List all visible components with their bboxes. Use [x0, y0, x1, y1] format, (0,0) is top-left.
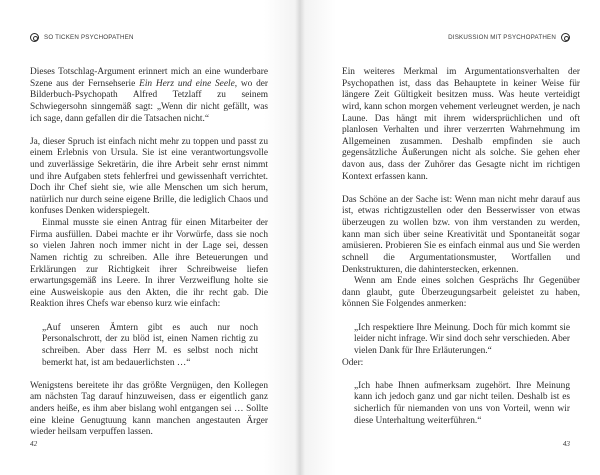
right-paragraph-3: Wenn am Ende eines solchen Gesprächs Ihr Gegenüber dann glaubt, gute Überzeugungsarbeit geleistet zu haben, können Sie Folgendes anmerken:: [342, 276, 580, 310]
right-page-body: [342, 67, 580, 427]
left-quote: „Auf unseren Ämtern gibt es auch nur noch Personalschrott, der zu blöd ist, einen Namen richtig zu schreiben. Aber dass Herr M. es selbst noch nicht bemerkt hat, ist am bedauerlichsten …“: [42, 322, 258, 368]
publisher-logo-icon: [561, 33, 570, 42]
left-running-head: [30, 33, 134, 42]
book-gutter: [295, 0, 305, 475]
left-paragraph-3: Einmal musste sie einen Antrag für einen Mitarbeiter der Firma ausfüllen. Dabei machte er ihr Vorwürfe, dass sie noch so vielen Jahren noch immer nicht in der Lage sei, dessen Namen richtig zu schreiben. Alle ihre Beteuerungen und Erklärungen zur Richtigkeit ihrer Schreibweise liefen erwartungsgemäß ins Leere. In ihrer Verzweiflung holte sie eine Ausweiskopie aus den Akten, die ihr recht gab. Die Reaktion ihres Chefs war ebenso kurz wie einfach:: [30, 218, 268, 310]
right-running-head: [448, 33, 570, 42]
left-paragraph-1-start: Dieses Totschlag-Argument erinnert mich an eine wunderbare Szene aus der Fernsehserie: [30, 67, 268, 89]
right-quote-2: „Ich habe Ihnen aufmerksam zugehört. Ihre Meinung kann ich jedoch ganz und gar nicht teilen. Deshalb ist es sicherlich für niemanden von uns von Vorteil, wenn wir diese Unterhaltung weiterführen.“: [354, 380, 570, 426]
left-page-number: 42: [30, 440, 38, 448]
left-running-head-text: SO TICKEN PSYCHOPATHEN: [44, 34, 134, 41]
right-paragraph-1: Ein weiteres Merkmal im Argumentationsverhalten der Psychopathen ist, dass das Behauptete in keiner Weise für längere Zeit Gültigkeit besitzen muss. Was heute verteidigt wird, kann schon morgen vehement verleugnet werden, je nach Laune. Das hängt mit ihrem widersprüchlichen und oft planlosen Verhalten und ihrer verzerrten Wahrnehmung im Allgemeinen zusammen. Deshalb empfinden sie auch gegensätzliche Äußerungen nicht als solche. Sie gehen eher davon aus, dass der Zuhörer das Gesagte nicht im richtigen Kontext erfassen kann.: [342, 67, 580, 182]
right-page-number: 43: [562, 440, 570, 448]
left-page-body: [30, 67, 268, 439]
left-paragraph-1: [30, 67, 268, 125]
left-paragraph-1-end: , wo der Bilderbuch-Psychopath Alfred Tetzlaff zu seinem Schwiegersohn sinngemäß sagt: „Wenn dir nicht gefällt, was ich sage, dann gefallen dir die Tatsachen nicht.“: [30, 78, 269, 124]
left-paragraph-2: Ja, dieser Spruch ist einfach nicht mehr zu toppen und passt zu einem Erlebnis von Ursula. Sie ist eine verantwortungsvolle und zuverlässige Sekretärin, die ihre Arbeit sehr ernst nimmt und ihre Aufgaben stets fehlerfrei und gewissenhaft verrichtet. Doch ihr Chef sieht sie, wie alle Menschen um sich herum, natürlich nur durch seine eigene Brille, die lediglich Chaos und konfuses Denken widerspiegelt.: [30, 136, 268, 217]
right-page: [300, 0, 600, 475]
right-quote-1: „Ich respektiere Ihre Meinung. Doch für mich kommt sie leider nicht infrage. Wir sind doch sehr verschieden. Aber vielen Dank für Ihre Erläuterungen.“: [354, 322, 570, 356]
left-paragraph-4: Wenigstens bereitete ihr das größte Vergnügen, den Kollegen am nächsten Tag darauf hinzuweisen, dass er eigentlich ganz anders heiße, es ihm aber bislang wohl entgangen sei … Sollte eine kleine Genugtuung kann manchen angestauten Ärger wieder heilsam verpuffen lassen.: [30, 380, 268, 438]
right-paragraph-2: Das Schöne an der Sache ist: Wenn man nicht mehr darauf aus ist, etwas richtigzustellen oder den Besserwisser von etwas überzeugen zu wollen bzw. von ihm verstanden zu werden, kann man sich über seine Kreativität und Spontaneität sogar amüsieren. Probieren Sie es einfach einmal aus und Sie werden schnell die Argumentationsmuster, Wortfallen und Denkstrukturen, die dahinterstecken, erkennen.: [342, 194, 580, 275]
tv-series-title: Ein Herz und eine Seele: [139, 78, 235, 89]
oder-label: Oder:: [342, 357, 364, 368]
publisher-logo-icon: [30, 33, 39, 42]
right-running-head-text: DISKUSSION MIT PSYCHOPATHEN: [448, 34, 556, 41]
